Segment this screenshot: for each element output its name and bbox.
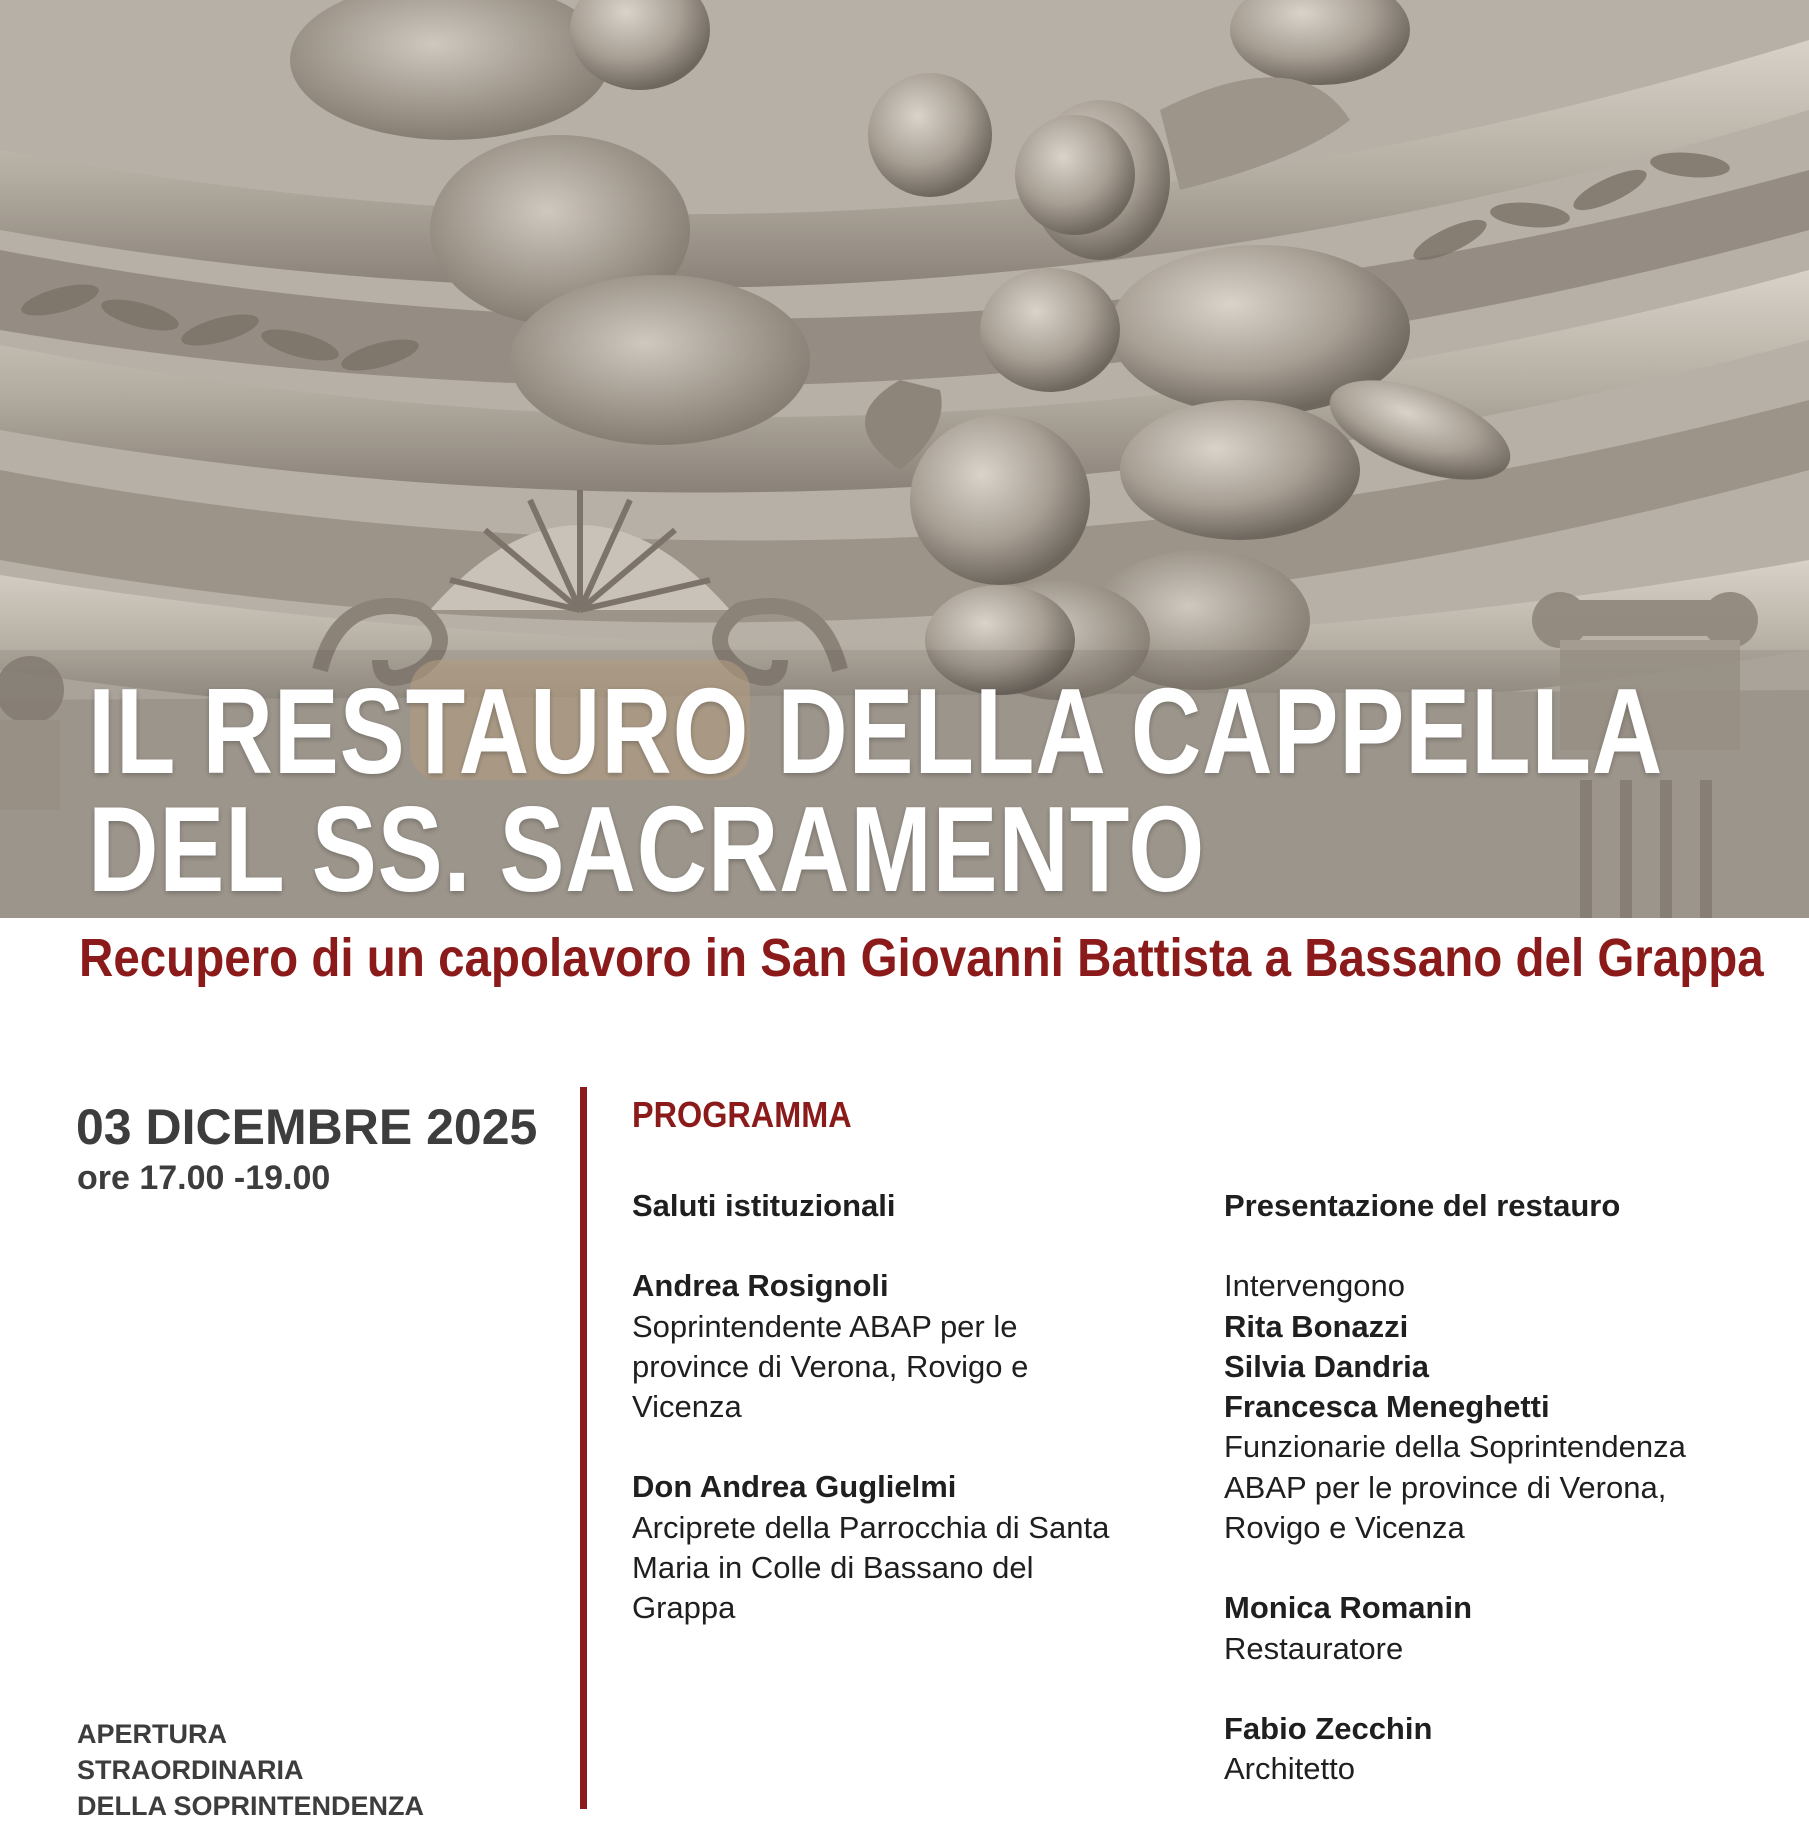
speakers-intro: Intervengono	[1224, 1268, 1405, 1304]
opening-line-1: APERTURA	[77, 1719, 228, 1749]
section-title-presentation: Presentazione del restauro	[1224, 1188, 1621, 1223]
event-title-line-2: DEL SS. SACRAMENTO	[88, 781, 1206, 917]
programme-column-presentation	[1224, 1186, 1784, 1790]
speaker-role: Restauratore	[1224, 1630, 1404, 1666]
speaker-role-line: Arciprete della Parrocchia di Santa	[632, 1509, 1110, 1545]
speaker-role-line: Grappa	[632, 1590, 736, 1626]
official-name: Francesca Meneghetti	[1224, 1389, 1550, 1425]
programme-column-greetings	[632, 1186, 1172, 1629]
official-name: Silvia Dandria	[1224, 1348, 1430, 1384]
event-date: 03 DICEMBRE 2025	[76, 1099, 538, 1155]
column-divider	[580, 1087, 587, 1809]
officials-role-line: Rovigo e Vicenza	[1224, 1510, 1465, 1546]
speaker-name: Monica Romanin	[1224, 1590, 1473, 1626]
speaker-name: Don Andrea Guglielmi	[632, 1469, 957, 1505]
speaker-role-line: Maria in Colle di Bassano del	[632, 1550, 1034, 1586]
opening-line-2: STRAORDINARIA	[77, 1755, 304, 1785]
speaker-role-line: Soprintendente ABAP per le	[632, 1308, 1018, 1344]
speaker-name: Andrea Rosignoli	[632, 1268, 889, 1304]
speaker-role-line: Vicenza	[632, 1389, 742, 1425]
speaker-role: Architetto	[1224, 1751, 1355, 1787]
speaker-name: Fabio Zecchin	[1224, 1710, 1433, 1746]
section-title-greetings: Saluti istituzionali	[632, 1188, 896, 1223]
official-name: Rita Bonazzi	[1224, 1308, 1409, 1344]
extraordinary-opening-note	[77, 1716, 424, 1824]
event-title-line-1: IL RESTAURO DELLA CAPPELLA	[88, 663, 1664, 799]
officials-role-line: ABAP per le province di Verona,	[1224, 1469, 1667, 1505]
event-title	[88, 663, 1664, 917]
programme-heading: PROGRAMMA	[632, 1094, 852, 1135]
event-time: ore 17.00 -19.00	[77, 1159, 331, 1197]
event-subtitle: Recupero di un capolavoro in San Giovanni Battista a Bassano del Grappa	[79, 928, 1764, 988]
opening-line-3: DELLA SOPRINTENDENZA	[77, 1791, 425, 1821]
officials-role-line: Funzionarie della Soprintendenza	[1224, 1429, 1686, 1465]
speaker-role-line: province di Verona, Rovigo e	[632, 1348, 1029, 1384]
